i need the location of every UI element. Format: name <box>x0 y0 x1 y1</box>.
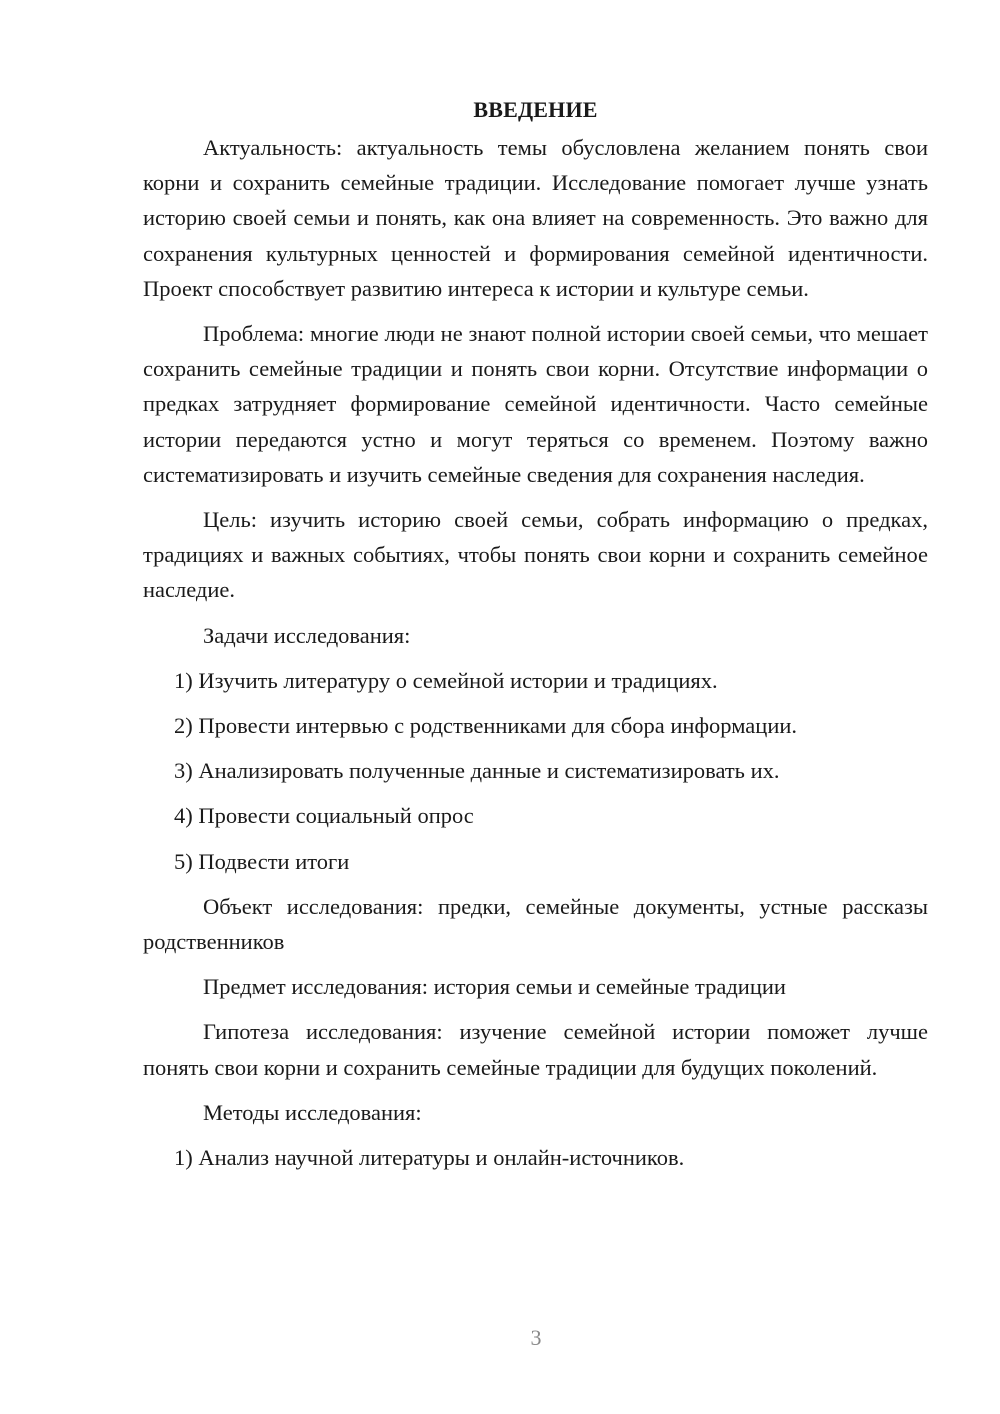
paragraph-hypothesis: Гипотеза исследования: изучение семейной истории поможет лучше понять свои корни и сохранить семейные традиции для будущих поколений. <box>143 1019 928 1080</box>
page-content <box>143 92 928 1185</box>
methods-heading: Методы исследования: <box>203 1099 422 1125</box>
paragraph-relevance: Актуальность: актуальность темы обусловлена желанием понять свои корни и сохранить семейные традиции. Исследование помогает лучше узнать историю своей семьи и понять, как она влияет на современность. Это важно для сохранения культурных ценностей и формирования семейной идентичности. Проект способствует развитию интереса к истории и культуре семьи. <box>143 135 928 301</box>
tasks-heading: Задачи исследования: <box>203 622 411 648</box>
task-item: 5) Подвести итоги <box>174 848 350 874</box>
paragraph-goal: Цель: изучить историю своей семьи, собрать информацию о предках, традициях и важных событиях, чтобы понять свои корни и сохранить семейное наследие. <box>143 507 928 603</box>
task-item: 1) Изучить литературу о семейной истории и традициях. <box>174 667 718 693</box>
paragraph-subject: Предмет исследования: история семьи и семейные традиции <box>203 974 786 1000</box>
paragraph-problem: Проблема: многие люди не знают полной истории своей семьи, что мешает сохранить семейные традиции и понять свои корни. Отсутствие информации о предках затрудняет формирование семейной идентичности. Часто семейные истории передаются устно и могут теряться со временем. Поэтому важно систематизировать и изучить семейные сведения для сохранения наследия. <box>143 321 928 487</box>
section-title: ВВЕДЕНИЕ <box>473 97 598 122</box>
task-item: 2) Провести интервью с родственниками для сбора информации. <box>174 713 798 739</box>
page-number: 3 <box>530 1325 542 1350</box>
paragraph-object: Объект исследования: предки, семейные документы, устные рассказы родственников <box>143 893 928 955</box>
task-item: 4) Провести социальный опрос <box>174 803 474 829</box>
method-item: 1) Анализ научной литературы и онлайн-источников. <box>174 1145 685 1171</box>
task-item: 3) Анализировать полученные данные и систематизировать их. <box>174 758 780 784</box>
